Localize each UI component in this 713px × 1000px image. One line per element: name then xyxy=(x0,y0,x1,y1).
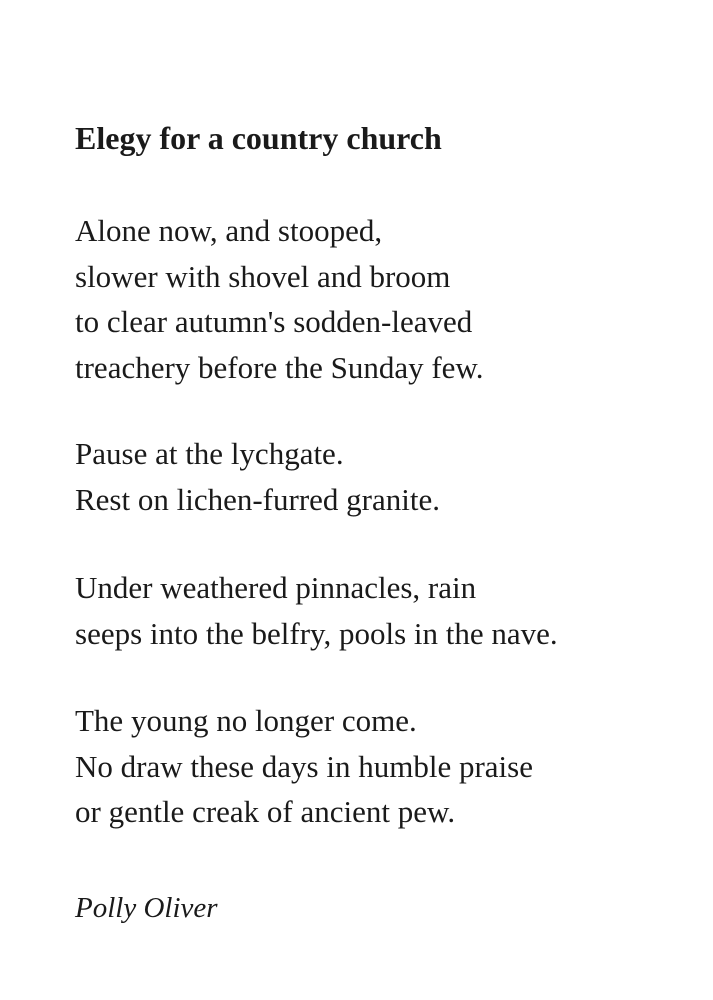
poem-line: slower with shovel and broom xyxy=(75,258,451,294)
poem-line: Under weathered pinnacles, rain xyxy=(75,570,477,605)
poem-line: to clear autumn's sodden-leaved xyxy=(75,304,473,339)
stanza-4 xyxy=(75,698,533,835)
stanza-1 xyxy=(75,208,484,390)
poem-line: treachery before the Sunday few. xyxy=(75,349,484,385)
poem-line: Pause at the lychgate. xyxy=(75,436,344,471)
poem-line: or gentle creak of ancient pew. xyxy=(75,794,456,829)
poem-line: seeps into the belfry, pools in the nave. xyxy=(75,615,558,651)
author-signature: Polly Oliver xyxy=(75,892,218,924)
stanza-3 xyxy=(75,565,558,656)
poem-title: Elegy for a country church xyxy=(75,120,442,156)
poem-line: The young no longer come. xyxy=(75,703,417,738)
poem-line: Rest on lichen-furred granite. xyxy=(75,481,440,517)
poem-line: Alone now, and stooped, xyxy=(75,213,383,248)
stanza-2 xyxy=(75,431,440,522)
poem-line: No draw these days in humble praise xyxy=(75,748,533,784)
